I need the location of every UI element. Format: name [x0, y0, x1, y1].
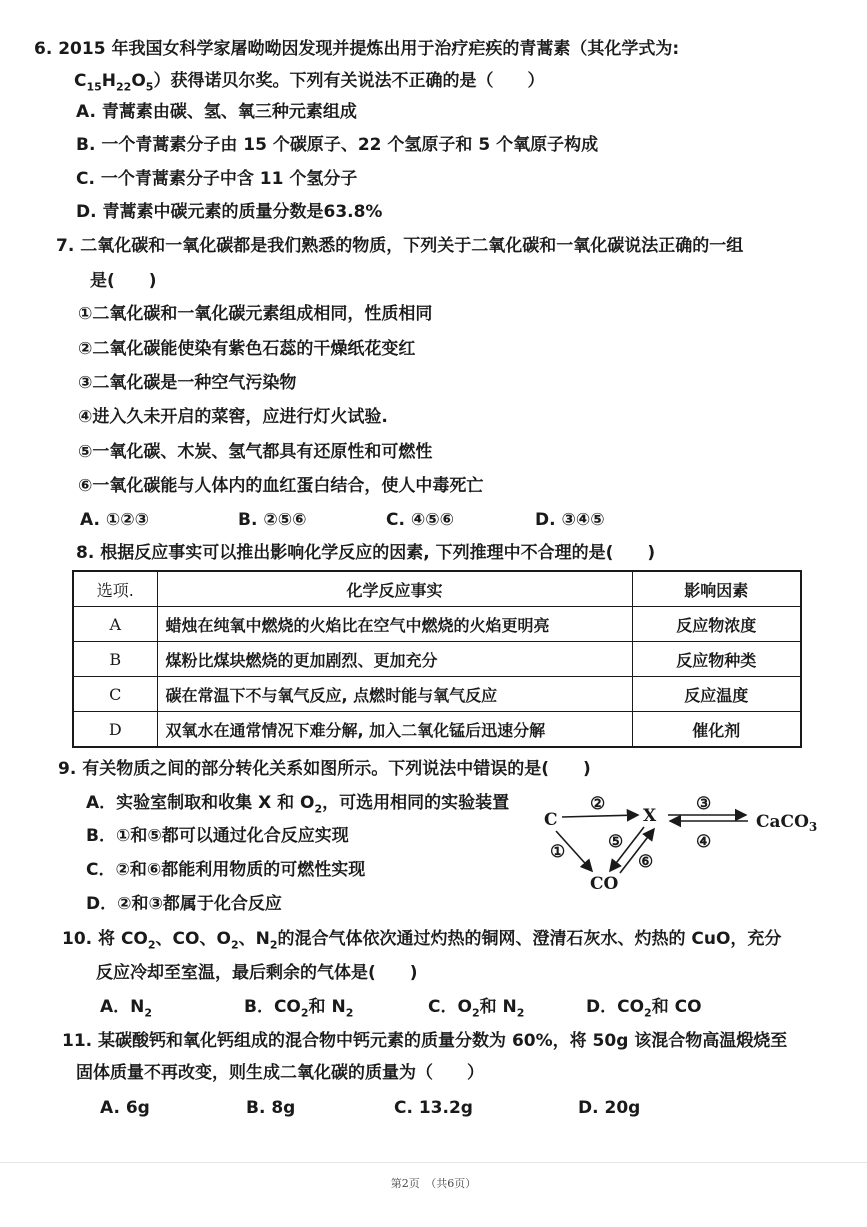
q6-option-a: A. 青蒿素由碳、氢、氧三种元素组成 — [76, 102, 357, 122]
row-option: C — [73, 677, 157, 712]
node-c: C — [544, 810, 558, 830]
q7-statement-2: ②二氧化碳能使染有紫色石蕊的干燥纸花变红 — [78, 339, 416, 359]
q6-option-b: B. 一个青蒿素分子由 15 个碳原子、22 个氢原子和 5 个氧原子构成 — [76, 135, 599, 155]
q7-statement-5: ⑤一氧化碳、木炭、氢气都具有还原性和可燃性 — [78, 442, 433, 462]
q7-option-d: D. ③④⑤ — [535, 510, 605, 530]
q11-option-d: D. 20g — [578, 1098, 641, 1118]
row-factor: 反应物种类 — [632, 642, 801, 677]
q9-option-b: B．①和⑤都可以通过化合反应实现 — [86, 826, 349, 846]
arrow-c-to-x — [562, 815, 638, 817]
table-row — [73, 677, 801, 712]
q9-transformation-diagram — [530, 785, 830, 895]
q10-option-c: C．$O_2$和 $N_2$ — [428, 997, 525, 1020]
q11-stem-line1: 11. 某碳酸钙和氧化钙组成的混合物中钙元素的质量分数为 60%，将 50g 该混合物高温煅烧至 — [62, 1031, 788, 1051]
page-footer: 第2页 （共6页） — [390, 1177, 477, 1190]
row-fact: 双氧水在通常情况下难分解, 加入二氧化锰后迅速分解 — [157, 712, 632, 748]
table-row — [73, 642, 801, 677]
label-1: ① — [550, 842, 566, 862]
row-factor: 反应温度 — [632, 677, 801, 712]
q9-option-c: C．②和⑥都能利用物质的可燃性实现 — [86, 860, 366, 880]
q10-stem-line2: 反应冷却至室温，最后剩余的气体是( ) — [96, 963, 418, 983]
header-factor: 影响因素 — [632, 571, 801, 607]
q7-statement-3: ③二氧化碳是一种空气污染物 — [78, 373, 297, 393]
q7-statement-1: ①二氧化碳和一氧化碳元素组成相同，性质相同 — [78, 304, 433, 324]
label-5: ⑤ — [608, 832, 624, 852]
q8-stem: 8. 根据反应事实可以推出影响化学反应的因素, 下列推理中不合理的是( ) — [76, 543, 656, 563]
q6-formula-c: C — [74, 71, 87, 91]
footer-divider — [0, 1162, 867, 1163]
table-row — [73, 712, 801, 748]
q6-option-d: D. 青蒿素中碳元素的质量分数是63.8% — [76, 202, 383, 222]
label-4: ④ — [696, 832, 712, 852]
q10-option-d: D．$CO_2$和 CO — [586, 997, 702, 1020]
q9-option-d: D．②和③都属于化合反应 — [86, 894, 282, 914]
row-option: B — [73, 642, 157, 677]
row-fact: 碳在常温下不与氧气反应, 点燃时能与氧气反应 — [157, 677, 632, 712]
header-fact: 化学反应事实 — [157, 571, 632, 607]
label-2: ② — [590, 794, 606, 814]
table-header-row — [73, 571, 801, 607]
q8-table — [72, 570, 802, 748]
row-factor: 反应物浓度 — [632, 607, 801, 642]
node-x: X — [643, 806, 657, 826]
q7-statement-4: ④进入久未开启的菜窖，应进行灯火试验. — [78, 407, 388, 427]
q6-stem-line2: $C_{15}H_{22}O_5$）获得诺贝尔奖。下列有关说法不正确的是（ ） — [74, 71, 545, 94]
node-co: CO — [590, 874, 619, 894]
q11-stem-line2: 固体质量不再改变，则生成二氧化碳的质量为（ ） — [76, 1063, 484, 1083]
q7-stem-line2: 是( ) — [90, 271, 157, 291]
row-fact: 煤粉比煤块燃烧的更加剧烈、更加充分 — [157, 642, 632, 677]
q10-option-b: B．$CO_2$和 $N_2$ — [244, 997, 354, 1020]
q10-option-a: A．$N_2$ — [100, 997, 153, 1020]
label-6: ⑥ — [638, 852, 654, 872]
q9-option-a: A．实验室制取和收集 X 和 $O_2$，可选用相同的实验装置 — [86, 793, 510, 816]
q9-stem: 9. 有关物质之间的部分转化关系如图所示。下列说法中错误的是( ) — [58, 759, 591, 779]
q7-option-a: A. ①②③ — [80, 510, 150, 530]
q11-option-a: A. 6g — [100, 1098, 150, 1118]
row-option: D — [73, 712, 157, 748]
row-factor: 催化剂 — [632, 712, 801, 748]
q7-option-b: B. ②⑤⑥ — [238, 510, 307, 530]
table-row — [73, 607, 801, 642]
q6-option-c: C. 一个青蒿素分子中含 11 个氢分子 — [76, 169, 358, 189]
q7-option-c: C. ④⑤⑥ — [386, 510, 455, 530]
row-fact: 蜡烛在纯氧中燃烧的火焰比在空气中燃烧的火焰更明亮 — [157, 607, 632, 642]
row-option: A — [73, 607, 157, 642]
q11-option-c: C. 13.2g — [394, 1098, 473, 1118]
q7-statement-6: ⑥一氧化碳能与人体内的血红蛋白结合，使人中毒死亡 — [78, 476, 484, 496]
q7-stem-line1: 7. 二氧化碳和一氧化碳都是我们熟悉的物质，下列关于二氧化碳和一氧化碳说法正确的一组 — [56, 236, 744, 256]
header-option: 选项. — [73, 571, 157, 607]
q11-option-b: B. 8g — [246, 1098, 296, 1118]
label-3: ③ — [696, 794, 712, 814]
q10-stem-line1: 10. 将 $CO_2$、CO、$O_2$、$N_2$的混合气体依次通过灼热的铜网、澄清石灰水、灼热的 CuO，充分 — [62, 929, 782, 952]
node-caco3: CaCO$_3$ — [756, 812, 818, 834]
q6-stem-line1: 6. 2015 年我国女科学家屠呦呦因发现并提炼出用于治疗疟疾的青蒿素（其化学式为: — [34, 39, 680, 59]
